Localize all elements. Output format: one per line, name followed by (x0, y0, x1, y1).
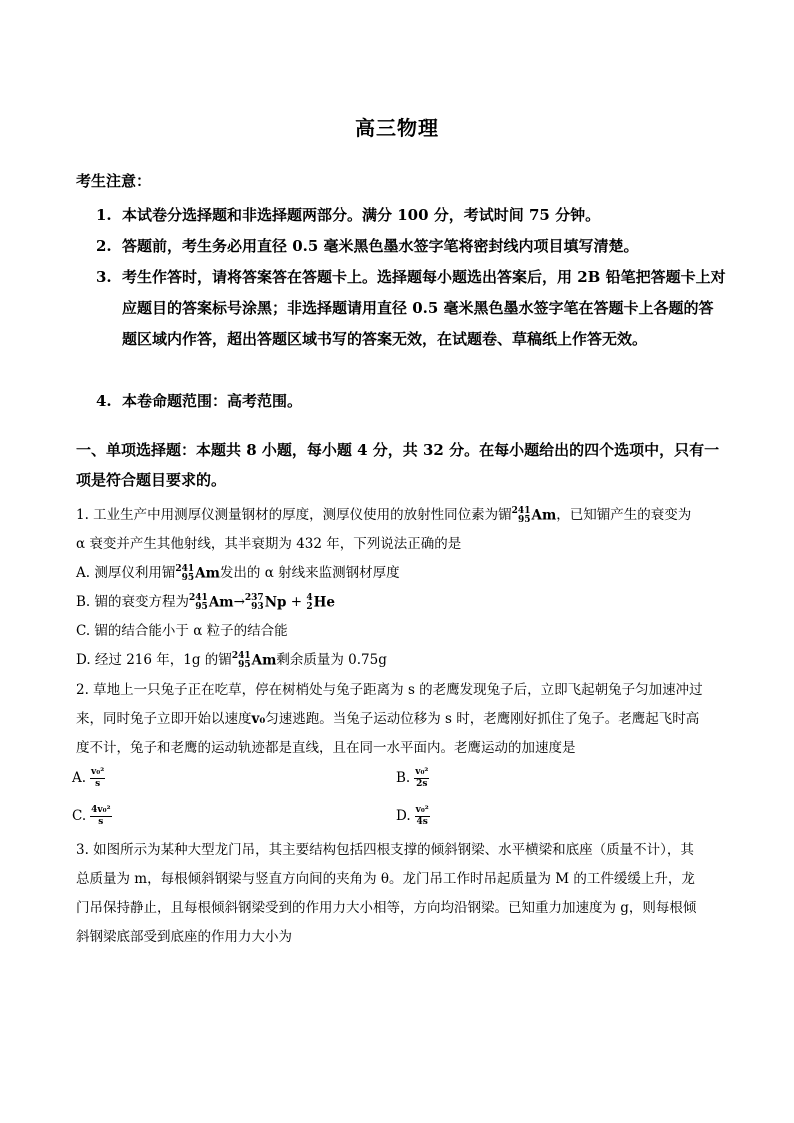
q1-stem-text: α 衰变并产生其他射线，其半衰期为 432 年，下列说法正确的是 (76, 536, 462, 552)
option-label: C. (72, 808, 87, 824)
q1-option-b (76, 588, 726, 617)
mass-number: 241 (175, 563, 195, 574)
element-symbol: He (313, 593, 335, 610)
q2-option-b (396, 767, 429, 790)
notice-number: 4. (96, 392, 112, 410)
option-label: A. (72, 770, 87, 786)
numerator: 4v₀² (91, 805, 111, 815)
option-label: D. (396, 808, 411, 824)
element-symbol: Am (208, 593, 234, 610)
question-3-stem (76, 836, 726, 952)
mass-number: 4 (306, 592, 313, 603)
velocity-symbol: v₀ (251, 711, 266, 727)
q1-stem-text: ，已知镅产生的衰变为 (556, 507, 692, 523)
q2-stem-text: 来，同时兔子立即开始以速度 (76, 711, 252, 727)
atomic-number: 95 (181, 572, 195, 583)
element-symbol: Am (531, 506, 557, 523)
q1-option-d (76, 646, 726, 675)
notice-item (96, 200, 728, 231)
reaction-arrow: → (233, 594, 245, 610)
notice-text: 本卷命题范围：高考范围。 (122, 392, 303, 410)
denominator: 4s (416, 817, 428, 827)
q2-stem-text: 2. 草地上一只兔子正在吃草，停在树梢处与兔子距离为 s 的老鹰发现兔子后，立即飞起朝兔子匀加速冲过 (76, 682, 703, 698)
q3-stem-text: 斜钢梁底部受到底座的作用力大小为 (76, 929, 292, 945)
q2-stem-text: 度不计，兔子和老鹰的运动轨迹都是直线，且在同一水平面内。老鹰运动的加速度是 (76, 740, 576, 756)
numerator: v₀² (415, 767, 429, 777)
fraction (414, 767, 429, 790)
element-symbol: Am (251, 651, 277, 668)
mass-number: 241 (231, 650, 251, 661)
q3-stem-text: 总质量为 m，每根倾斜钢梁与竖直方向间的夹角为 θ。龙门吊工作时吊起质量为 M 的工件缓缓上升，龙 (76, 871, 695, 887)
notice-item (96, 262, 728, 355)
mass-number: 237 (244, 592, 264, 603)
fraction (90, 767, 105, 790)
option-label: B. (396, 770, 411, 786)
notice-text: 答题前，考生务必用直径 0.5 毫米黑色墨水签字笔将密封线内项目填写清楚。 (122, 237, 639, 255)
isotope-am (512, 507, 557, 525)
numerator: v₀² (91, 767, 105, 777)
denominator: s (95, 779, 101, 789)
numerator: v₀² (415, 805, 429, 815)
notice-number: 2. (96, 237, 112, 255)
atomic-number: 2 (306, 601, 313, 612)
atomic-number: 93 (251, 601, 264, 612)
atomic-number: 95 (238, 659, 251, 670)
isotope-am (232, 652, 277, 670)
isotope-he (306, 594, 335, 612)
question-1-stem (76, 501, 726, 559)
notice-heading: 考生注意： (76, 172, 152, 190)
isotope-np (245, 594, 287, 612)
denominator: s (98, 817, 104, 827)
option-text: A. 测厚仪利用镅 (76, 565, 176, 581)
page-title: 高三物理 (355, 116, 439, 140)
option-text: 剩余质量为 0.75g (276, 652, 387, 668)
isotope-am (175, 565, 220, 583)
option-text: B. 镅的衰变方程为 (76, 594, 190, 610)
atomic-number: 95 (195, 601, 208, 612)
element-symbol: Am (195, 564, 220, 581)
isotope-am (189, 594, 234, 612)
q2-option-d (396, 805, 430, 828)
section-heading: 一、单项选择题：本题共 8 小题，每小题 4 分，共 32 分。在每小题给出的四个选项中，只有一项是符合题目要求的。 (76, 441, 720, 489)
option-text: 发出的 α 射线来监测钢材厚度 (219, 565, 400, 581)
notice-item (96, 231, 728, 262)
q3-stem-text: 3. 如图所示为某种大型龙门吊，其主要结构包括四根支撑的倾斜钢梁、水平横梁和底座（质量不计），其 (76, 842, 694, 858)
option-text: D. 经过 216 年，1g 的镅 (76, 652, 232, 668)
mass-number: 241 (189, 592, 208, 603)
q2-option-a (72, 767, 105, 790)
plus-sign: + (290, 594, 303, 610)
question-2-stem (76, 676, 726, 763)
q1-option-c: C. 镅的结合能小于 α 粒子的结合能 (76, 623, 288, 639)
q3-stem-text: 门吊保持静止，且每根倾斜钢梁受到的作用力大小相等，方向均沿钢梁。已知重力加速度为 g，则每根倾 (76, 900, 697, 916)
notice-item (96, 386, 728, 417)
notice-text: 考生作答时，请将答案答在答题卡上。选择题每小题选出答案后，用 2B 铅笔把答题卡上对应题目的答案标号涂黑；非选择题请用直径 0.5 毫米黑色墨水签字笔在答题卡上各题的答题区域内作答，超出答题区域书写的答案无效，在试题卷、草稿纸上作答无效。 (122, 268, 726, 348)
fraction (415, 805, 430, 828)
q2-option-c (72, 805, 112, 828)
notice-text: 本试卷分选择题和非选择题两部分。满分 100 分，考试时间 75 分钟。 (122, 206, 601, 224)
element-symbol: Np (264, 593, 287, 610)
q1-option-a (76, 559, 726, 588)
notice-number: 1. (96, 206, 112, 224)
denominator: 2s (416, 779, 428, 789)
q2-stem-text: 匀速逃跑。当兔子运动位移为 s 时，老鹰刚好抓住了兔子。老鹰起飞时高 (265, 711, 700, 727)
mass-number: 241 (511, 505, 531, 516)
q1-stem-text: 1. 工业生产中用测厚仪测量钢材的厚度，测厚仪使用的放射性同位素为镅 (76, 507, 512, 523)
fraction (90, 805, 111, 828)
atomic-number: 95 (517, 514, 531, 525)
notice-number: 3. (96, 268, 112, 286)
